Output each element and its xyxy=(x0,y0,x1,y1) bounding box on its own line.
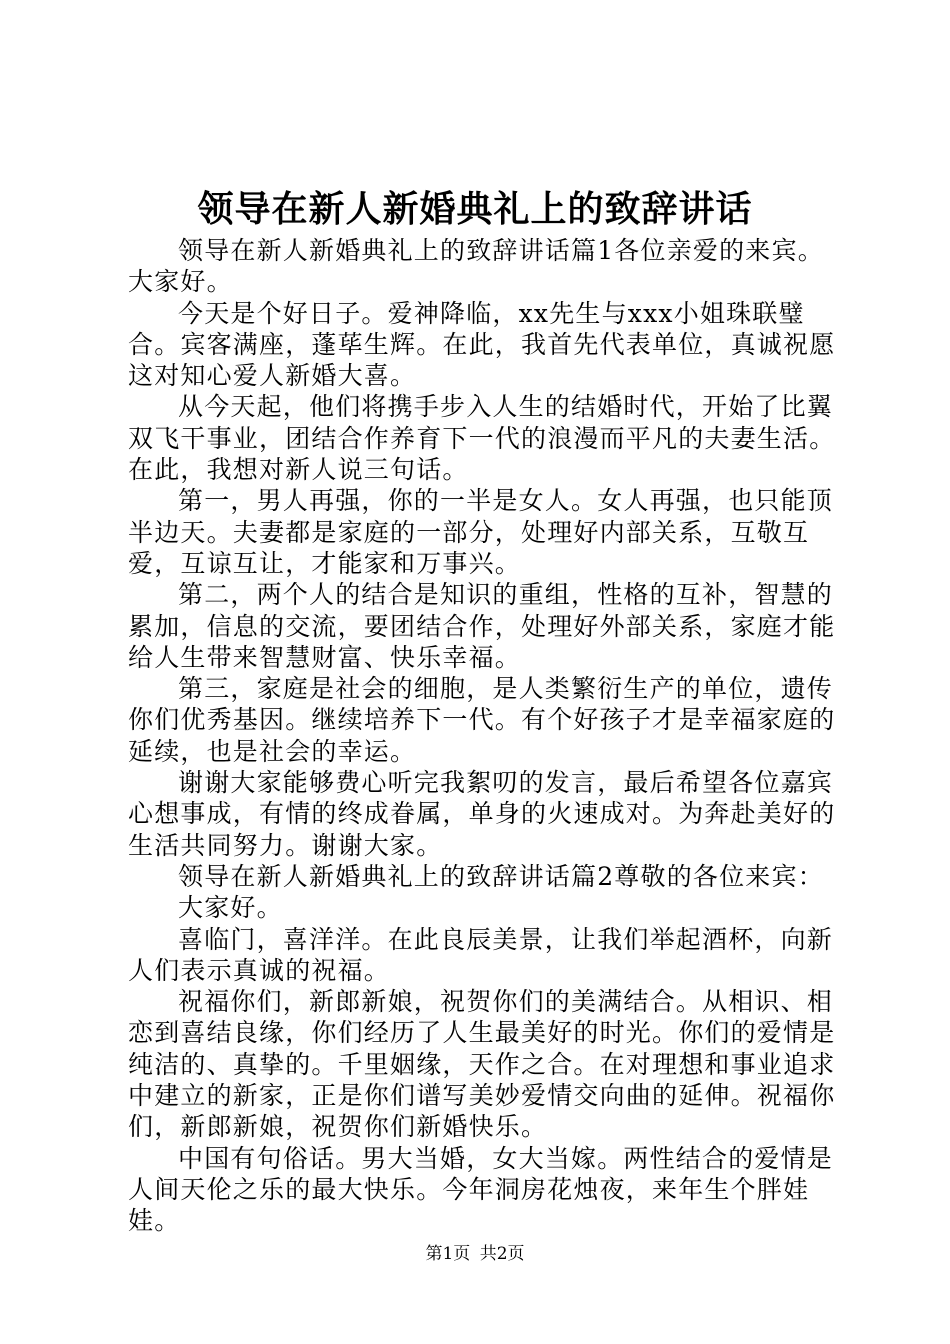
paragraph-1: 领导在新人新婚典礼上的致辞讲话篇1各位亲爱的来宾。大家好。 xyxy=(128,236,824,297)
paragraph-6: 第三，家庭是社会的细胞，是人类繁衍生产的单位，遗传你们优秀基因。继续培养下一代。有个好孩子才是幸福家庭的延续，也是社会的幸运。 xyxy=(128,674,836,766)
paragraph-8: 领导在新人新婚典礼上的致辞讲话篇2尊敬的各位来宾： xyxy=(178,861,824,891)
paragraph-9: 大家好。 xyxy=(178,893,283,923)
paragraph-7: 谢谢大家能够费心听完我絮叨的发言，最后希望各位嘉宾心想事成，有情的终成眷属，单身的火速成对。为奔赴美好的生活共同努力。谢谢大家。 xyxy=(128,768,836,860)
paragraph-3: 从今天起，他们将携手步入人生的结婚时代，开始了比翼双飞干事业，团结合作养育下一代的浪漫而平凡的夫妻生活。在此，我想对新人说三句话。 xyxy=(128,392,836,485)
paragraph-4: 第一，男人再强，你的一半是女人。女人再强，也只能顶半边天。夫妻都是家庭的一部分，处理好内部关系，互敬互爱，互谅互让，才能家和万事兴。 xyxy=(128,486,834,578)
paragraph-11: 祝福你们，新郎新娘，祝贺你们的美满结合。从相识、相恋到喜结良缘，你们经历了人生最美好的时光。你们的爱情是纯洁的、真挚的。千里姻缘，天作之合。在对理想和事业追求中建立的新家，正是你们谱写美妙爱情交向曲的延伸。祝福你们，新郎新娘，祝贺你们新婚快乐。 xyxy=(128,987,836,1142)
paragraph-5: 第二，两个人的结合是知识的重组，性格的互补，智慧的累加，信息的交流，要团结合作，处理好外部关系，家庭才能给人生带来智慧财富、快乐幸福。 xyxy=(128,580,836,672)
paragraph-12: 中国有句俗话。男大当婚，女大当嫁。两性结合的爱情是人间天伦之乐的最大快乐。今年洞房花烛夜，来年生个胖娃娃。 xyxy=(128,1143,834,1236)
page-footer: 第1页 共2页 xyxy=(425,1244,525,1264)
document-body xyxy=(128,235,840,1237)
paragraph-2: 今天是个好日子。爱神降临，xx先生与xxx小姐珠联璧合。宾客满座，蓬荜生辉。在此，我首先代表单位，真诚祝愿这对知心爱人新婚大喜。 xyxy=(128,298,836,391)
document-title: 领导在新人新婚典礼上的致辞讲话 xyxy=(197,188,753,230)
paragraph-10: 喜临门，喜洋洋。在此良辰美景，让我们举起酒杯，向新人们表示真诚的祝福。 xyxy=(128,924,834,985)
